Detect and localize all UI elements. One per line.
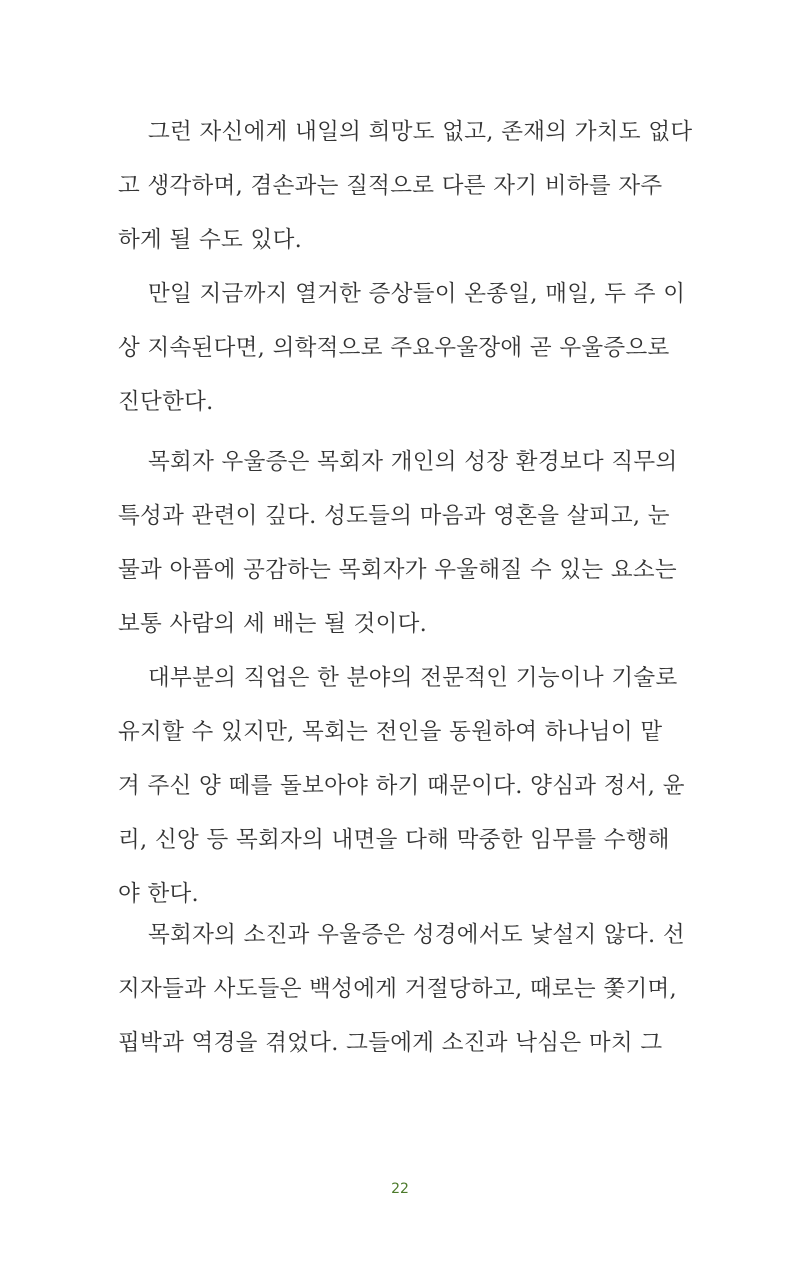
text-line: 목회자 우울증은 목회자 개인의 성장 환경보다 직무의: [148, 449, 678, 475]
text-line: 보통 사람의 세 배는 될 것이다.: [118, 611, 428, 637]
text-line: 야 한다.: [118, 881, 200, 907]
text-line: 리, 신앙 등 목회자의 내면을 다해 막중한 임무를 수행해: [118, 827, 670, 853]
text-line: 만일 지금까지 열거한 증상들이 온종일, 매일, 두 주 이: [148, 281, 686, 307]
text-line: 특성과 관련이 깊다. 성도들의 마음과 영혼을 살피고, 눈: [118, 503, 670, 529]
text-line: 진단한다.: [118, 389, 214, 415]
text-line: 지자들과 사도들은 백성에게 거절당하고, 때로는 쫓기며,: [118, 976, 677, 1002]
paragraph-group-2: [118, 435, 685, 921]
text-line: 고 생각하며, 겸손과는 질적으로 다른 자기 비하를 자주: [118, 173, 663, 199]
paragraph-group-3: [118, 908, 685, 1070]
text-line: 물과 아픔에 공감하는 목회자가 우울해질 수 있는 요소는: [118, 557, 677, 583]
paragraph-group-1: [118, 105, 693, 429]
text-line: 핍박과 역경을 겪었다. 그들에게 소진과 낙심은 마치 그: [118, 1030, 663, 1056]
text-line: 겨 주신 양 떼를 돌보아야 하기 때문이다. 양심과 정서, 윤: [118, 773, 685, 799]
text-line: 그런 자신에게 내일의 희망도 없고, 존재의 가치도 없다: [148, 119, 693, 145]
text-line: 대부분의 직업은 한 분야의 전문적인 기능이나 기술로: [148, 665, 678, 691]
text-line: 하게 될 수도 있다.: [118, 227, 303, 253]
text-line: 목회자의 소진과 우울증은 성경에서도 낯설지 않다. 선: [148, 922, 685, 948]
text-line: 유지할 수 있지만, 목회는 전인을 동원하여 하나님이 맡: [118, 719, 663, 745]
page-number: 22: [391, 1181, 409, 1197]
text-line: 상 지속된다면, 의학적으로 주요우울장애 곧 우울증으로: [118, 335, 670, 361]
